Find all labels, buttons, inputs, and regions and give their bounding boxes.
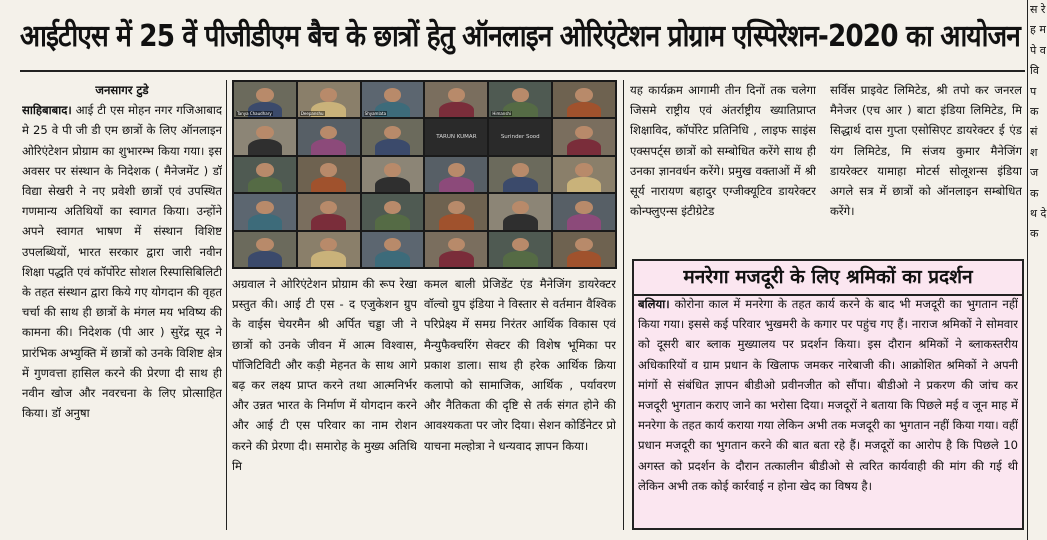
video-tile: [425, 157, 487, 192]
boxed-article: [632, 259, 1024, 530]
participant-body: [375, 177, 410, 193]
article-column-3: [424, 274, 616, 530]
video-tile: [553, 82, 615, 117]
video-tile: [362, 82, 424, 117]
participant-body: [375, 214, 410, 230]
video-tile-name: TARUN KUMAR: [436, 134, 477, 141]
participant-head: [256, 163, 273, 176]
article-column-4-text: यह कार्यक्रम आगामी तीन दिनों तक चलेगा जिसमे राष्ट्रीय एवं अंतर्राष्ट्रीय ख्यातिप्राप्त शिक्षाविद, कॉर्पोरेट प्रतिनिधि , लाइफ साइंस एक्सपर्ट्स छात्रों को सम्बोधित करेंगे साथ ही उनका ज्ञानवर्धन करेंगे। प्रमुख वक्ताओं में श्री सूर्य नारायण बहादुर एग्जीक्यूटिव डायरेक्टर कोन्फ्लुएन्स इंटीग्रेटेड: [630, 83, 816, 219]
video-tile: [362, 232, 424, 267]
byline: जनसागर टुडे: [95, 83, 149, 97]
article-column-1: [22, 80, 222, 530]
video-tile: [362, 119, 424, 154]
article-column-1-text: साहिबाबाद। आई टी एस मोहन नगर गजिआबाद मे 25 वे पी जी डी एम छात्रों के लिए ऑनलाइन ओरिएंटेशन प्रोग्राम का शुभारम्भ किया गया। इस अवसर पर संस्थान के निदेशक ( मैनेजमेंट ) डॉ विद्या सेखरी ने नए प्रवेशी छात्रों एवं उपस्थित गणमान्य अतिथियों का स्वागत किया। उन्होंने अपने स्वागत भाषण में संस्थान विशिष्ट उपलब्धियों, भारत सरकार द्वारा जारी नवीन शिक्षा पद्धति एवं कॉर्पोरेट सोशल रिस्पासिबिलिटी के तहत संस्थान द्वारा किये गए योगदान की वृहत चर्चा की साथ ही छात्रों के मंगल मय भविष्य की कामना की। निदेशक (पी आर ) सुरेंद्र सूद ने प्रारंभिक अभ्युक्ति में छात्रों को उनके विशिष्ट क्षेत्र में गुणवत्ता हासिल करने की प्रेरणा दी साथ ही नवीन खोज और नवरचना के लिए प्रोत्साहित किया। डॉ अनुषा: [22, 103, 222, 421]
participant-head: [256, 201, 273, 214]
participant-head: [384, 163, 401, 176]
participant-head: [320, 88, 337, 101]
participant-head: [512, 88, 529, 101]
participant-body: [248, 139, 283, 155]
participant-head: [575, 238, 592, 251]
article-column-5-text: सर्विस प्राइवेट लिमिटेड, श्री तपो कर जनरल मैनेजर (एच आर ) बाटा इंडिया लिमिटेड, मि सिद्धार्थ दास गुप्ता एसोसिएट डायरेक्टर ई एंड यंग लिमिटेड, मि संजय कुमार मैनेजिंग डायरेक्टर यामाहा मोटर्स सोलूशन्स इंडिया अगले सत्र में छात्रों को ऑनलाइन सम्बोधित करेंगे।: [830, 83, 1022, 219]
participant-head: [575, 126, 592, 139]
video-tile: [234, 82, 296, 117]
participant-body: [503, 214, 538, 230]
video-tile: [425, 119, 487, 154]
participant-body: [311, 251, 346, 267]
video-tile: [234, 232, 296, 267]
participant-head: [256, 238, 273, 251]
video-tile: [553, 194, 615, 229]
participant-head: [256, 88, 273, 101]
participant-body: [248, 214, 283, 230]
participant-body: [375, 251, 410, 267]
participant-body: [567, 139, 602, 155]
participant-head: [448, 88, 465, 101]
video-tile-name: Deepanshu: [300, 111, 324, 117]
participant-body: [439, 251, 474, 267]
video-tile: [553, 119, 615, 154]
participant-body: [439, 177, 474, 193]
participant-body: [439, 214, 474, 230]
video-tile: [298, 232, 360, 267]
participant-body: [375, 139, 410, 155]
boxed-article-title: मनरेगा मजदूरी के लिए श्रमिकों का प्रदर्शन: [634, 261, 1022, 296]
participant-head: [448, 201, 465, 214]
video-tile: [489, 82, 551, 117]
video-tile: [489, 232, 551, 267]
participant-body: [503, 177, 538, 193]
participant-head: [256, 126, 273, 139]
video-tile: [489, 157, 551, 192]
boxed-article-body: बलिया। कोरोना काल में मनरेगा के तहत कार्य करने के बाद भी मजदूरी का भुगतान नहीं किया गया। इससे कई परिवार भुखमरी के कगार पर पहुंच गए हैं। नाराज श्रमिकों ने सोमवार को दूसरी बार ब्लाक मुख्यालय पर प्रदर्शन किया। इस दौरान श्रमिकों ने ब्लाकस्तरीय अधिकारियों व ग्राम प्रधान के खिलाफ जमकर नारेबाजी की। आक्रोशित श्रमिकों ने अपनी मांगों से संबंधित ज्ञापन बीडीओ प्रवीनजीत को सौंपा। बीडीओ ने प्रकरण की जांच कर मजदूरी भुगतान कराए जाने का भरोसा दिया। मजदूरों ने बताया कि पिछले मई व जून माह में मनरेगा के तहत कार्य कराया गया लेकिन अभी तक मजदूरी का भुगतान नहीं किया गया। वहीं प्रधान मजदूरी का भुगतान करने की बात बता रहे हैं। मजदूरों का आरोप है कि पिछले 10 अगस्त को प्रदर्शन के दौरान तत्कालीन बीडीओ से त्वरित कार्यवाही की मांग की गई थी लेकिन अभी तक कोई कार्रवाई न होना खेद का विषय है।: [638, 297, 1018, 493]
participant-body: [248, 251, 283, 267]
video-tile-name: Himanshi: [492, 111, 512, 117]
column-divider: [1027, 0, 1028, 540]
participant-body: [567, 177, 602, 193]
participant-body: [567, 251, 602, 267]
article-column-2: [232, 274, 417, 530]
dateline: साहिबाबाद।: [22, 103, 72, 118]
participant-body: [311, 177, 346, 193]
video-tile: [362, 194, 424, 229]
video-tile: [425, 194, 487, 229]
boxed-article-dateline: बलिया।: [638, 297, 670, 311]
column-divider: [226, 80, 227, 530]
video-tile: [298, 82, 360, 117]
video-tile: [234, 194, 296, 229]
participant-head: [384, 201, 401, 214]
participant-body: [311, 214, 346, 230]
participant-head: [448, 163, 465, 176]
participant-head: [575, 163, 592, 176]
participant-body: [567, 214, 602, 230]
video-tile: [298, 119, 360, 154]
headline: आईटीएस में 25 वें पीजीडीएम बैच के छात्रों हेतु ऑनलाइन ओरिएंटेशन प्रोग्राम एस्पिरेशन-2020 का आयोजन: [20, 19, 1020, 54]
participant-head: [320, 163, 337, 176]
article-column-2-text: अग्रवाल ने ओरिएंटेशन प्रोग्राम की रूप रेखा प्रस्तुत की। आई टी एस - द एजुकेशन ग्रुप के वाईस चेयरमैन श्री अर्पित चड्डा जी ने छात्रों को उनके जीवन में आत्म विश्वास, पॉजिटिविटी और कड़ी मेहनत के साथ आगे बढ़ कर लक्ष्य प्राप्त करने तथा आत्मनिर्भर और उन्नत भारत के निर्माण में योगदान करने और आई टी एस परिवार का नाम रोशन करने की प्रेरणा दी। समारोह के मुख्य अतिथि मि: [232, 277, 417, 473]
article-column-3-text: कमल बाली प्रेजिडेंट एंड मैनेजिंग डायरेक्टर वॉल्वो ग्रुप इंडिया ने विस्तार से वर्तमान वैश्विक परिप्रेक्ष्य में समग्र निरंतर आर्थिक विकास एवं मैन्युफैक्चरिंग सेक्टर की विशेष भूमिका पर प्रकाश डाला। साथ ही हरेक आर्थिक क्रिया कलापो को सामाजिक, आर्थिक , पर्यावरण और नैतिकता की दृष्टि से तर्क संगत होने की आवश्यकता पर जोर दिया। सेशन कोर्डिनेटर प्रो याचना मल्होत्रा ने धन्यवाद ज्ञापन किया।: [424, 277, 616, 453]
video-tile: [298, 194, 360, 229]
video-tile: [234, 119, 296, 154]
adjacent-column-edge: स रे ह म पे व वि प क सं श ज क थ दे क: [1030, 3, 1047, 241]
participant-body: [503, 251, 538, 267]
article-column-4: [630, 80, 816, 255]
video-tile: [553, 232, 615, 267]
participant-head: [512, 201, 529, 214]
participant-body: [311, 139, 346, 155]
video-tile: [425, 82, 487, 117]
article-column-5: [830, 80, 1022, 255]
video-tile: [489, 119, 551, 154]
video-tile: [234, 157, 296, 192]
headline-rule: [20, 70, 1025, 72]
video-tile-name: Surinder Sood: [500, 134, 540, 141]
participant-body: [567, 102, 602, 118]
participant-head: [575, 201, 592, 214]
participant-head: [512, 163, 529, 176]
video-tile: [489, 194, 551, 229]
participant-body: [439, 102, 474, 118]
participant-head: [575, 88, 592, 101]
video-tile: [362, 157, 424, 192]
video-tile-name: Tanya Chaudhary: [237, 111, 272, 117]
video-tile-name: Shyamlata: [364, 111, 387, 117]
participant-head: [384, 88, 401, 101]
participant-body: [248, 177, 283, 193]
video-conference-photo: [232, 80, 617, 269]
video-tile: [553, 157, 615, 192]
column-divider: [623, 80, 624, 530]
video-tile: [298, 157, 360, 192]
video-tile: [425, 232, 487, 267]
